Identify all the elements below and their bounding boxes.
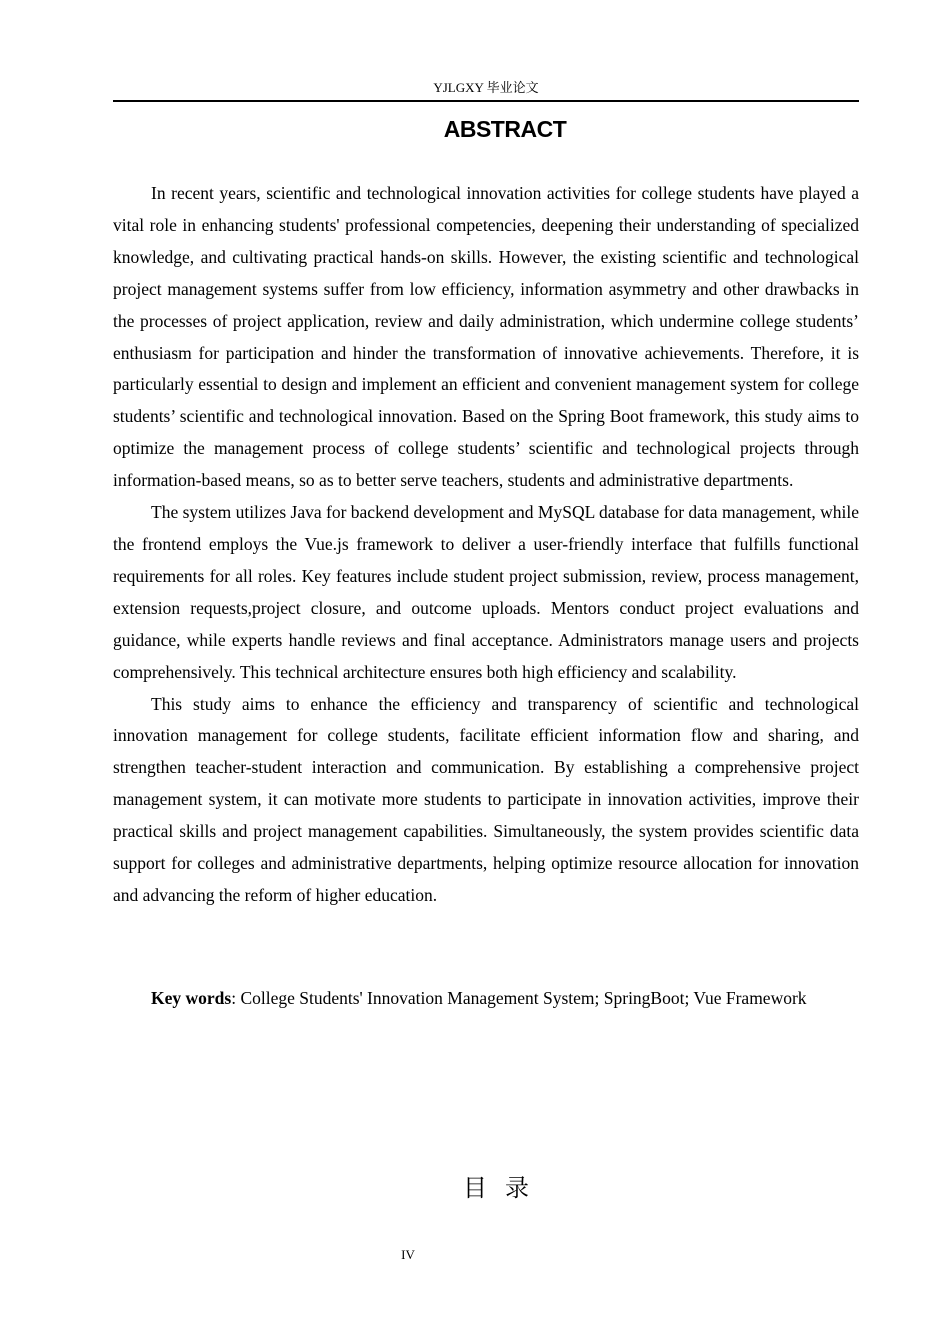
- running-header: YJLGXY 毕业论文: [433, 80, 539, 95]
- keywords-label: Key words: [151, 988, 232, 1008]
- toc-title: 目录: [463, 1174, 547, 1202]
- keywords-line: [113, 978, 859, 1018]
- abstract-paragraph-3: This study aims to enhance the efficiency and transparency of scientific and technological innovation management for college students, facilitate efficient information flow and sharing, and strengthen teacher-student interaction and communication. By establishing a comprehensive project management system, it can motivate more students to participate in innovation activities, improve their practical skills and project management capabilities. Simultaneously, the system provides scientific data support for colleges and administrative departments, helping optimize resource allocation for innovation and advancing the reform of higher education.: [113, 693, 859, 905]
- abstract-paragraph-1: In recent years, scientific and technological innovation activities for college students have played a vital role in enhancing students' professional competencies, deepening their understanding of specialized knowledge, and cultivating practical hands-on skills. However, the existing scientific and technological project management systems suffer from low efficiency, information asymmetry and other drawbacks in the processes of project application, review and daily administration, which undermine college students’ enthusiasm for participation and hinder the transformation of innovative achievements. Therefore, it is particularly essential to design and implement an efficient and convenient management system for college students’ scientific and technological innovation. Based on the Spring Boot framework, this study aims to optimize the management process of college students’ scientific and technological projects through information-based means, so as to better serve teachers, students and administrative departments.: [113, 183, 859, 491]
- page-number: IV: [401, 1247, 415, 1262]
- abstract-body: [113, 178, 859, 912]
- abstract-paragraph-2: The system utilizes Java for backend development and MySQL database for data management, while the frontend employs the Vue.js framework to deliver a user-friendly interface that fulfills functional requirements for all roles. Key features include student project submission, review, process management, extension requests,project closure, and outcome uploads. Mentors conduct project evaluations and guidance, while experts handle reviews and final acceptance. Administrators manage users and projects comprehensively. This technical architecture ensures both high efficiency and scalability.: [113, 502, 859, 682]
- keywords-text: : College Students' Innovation Management System; SpringBoot; Vue Framework: [231, 988, 807, 1008]
- header-rule: [113, 100, 859, 102]
- abstract-title: ABSTRACT: [443, 116, 567, 142]
